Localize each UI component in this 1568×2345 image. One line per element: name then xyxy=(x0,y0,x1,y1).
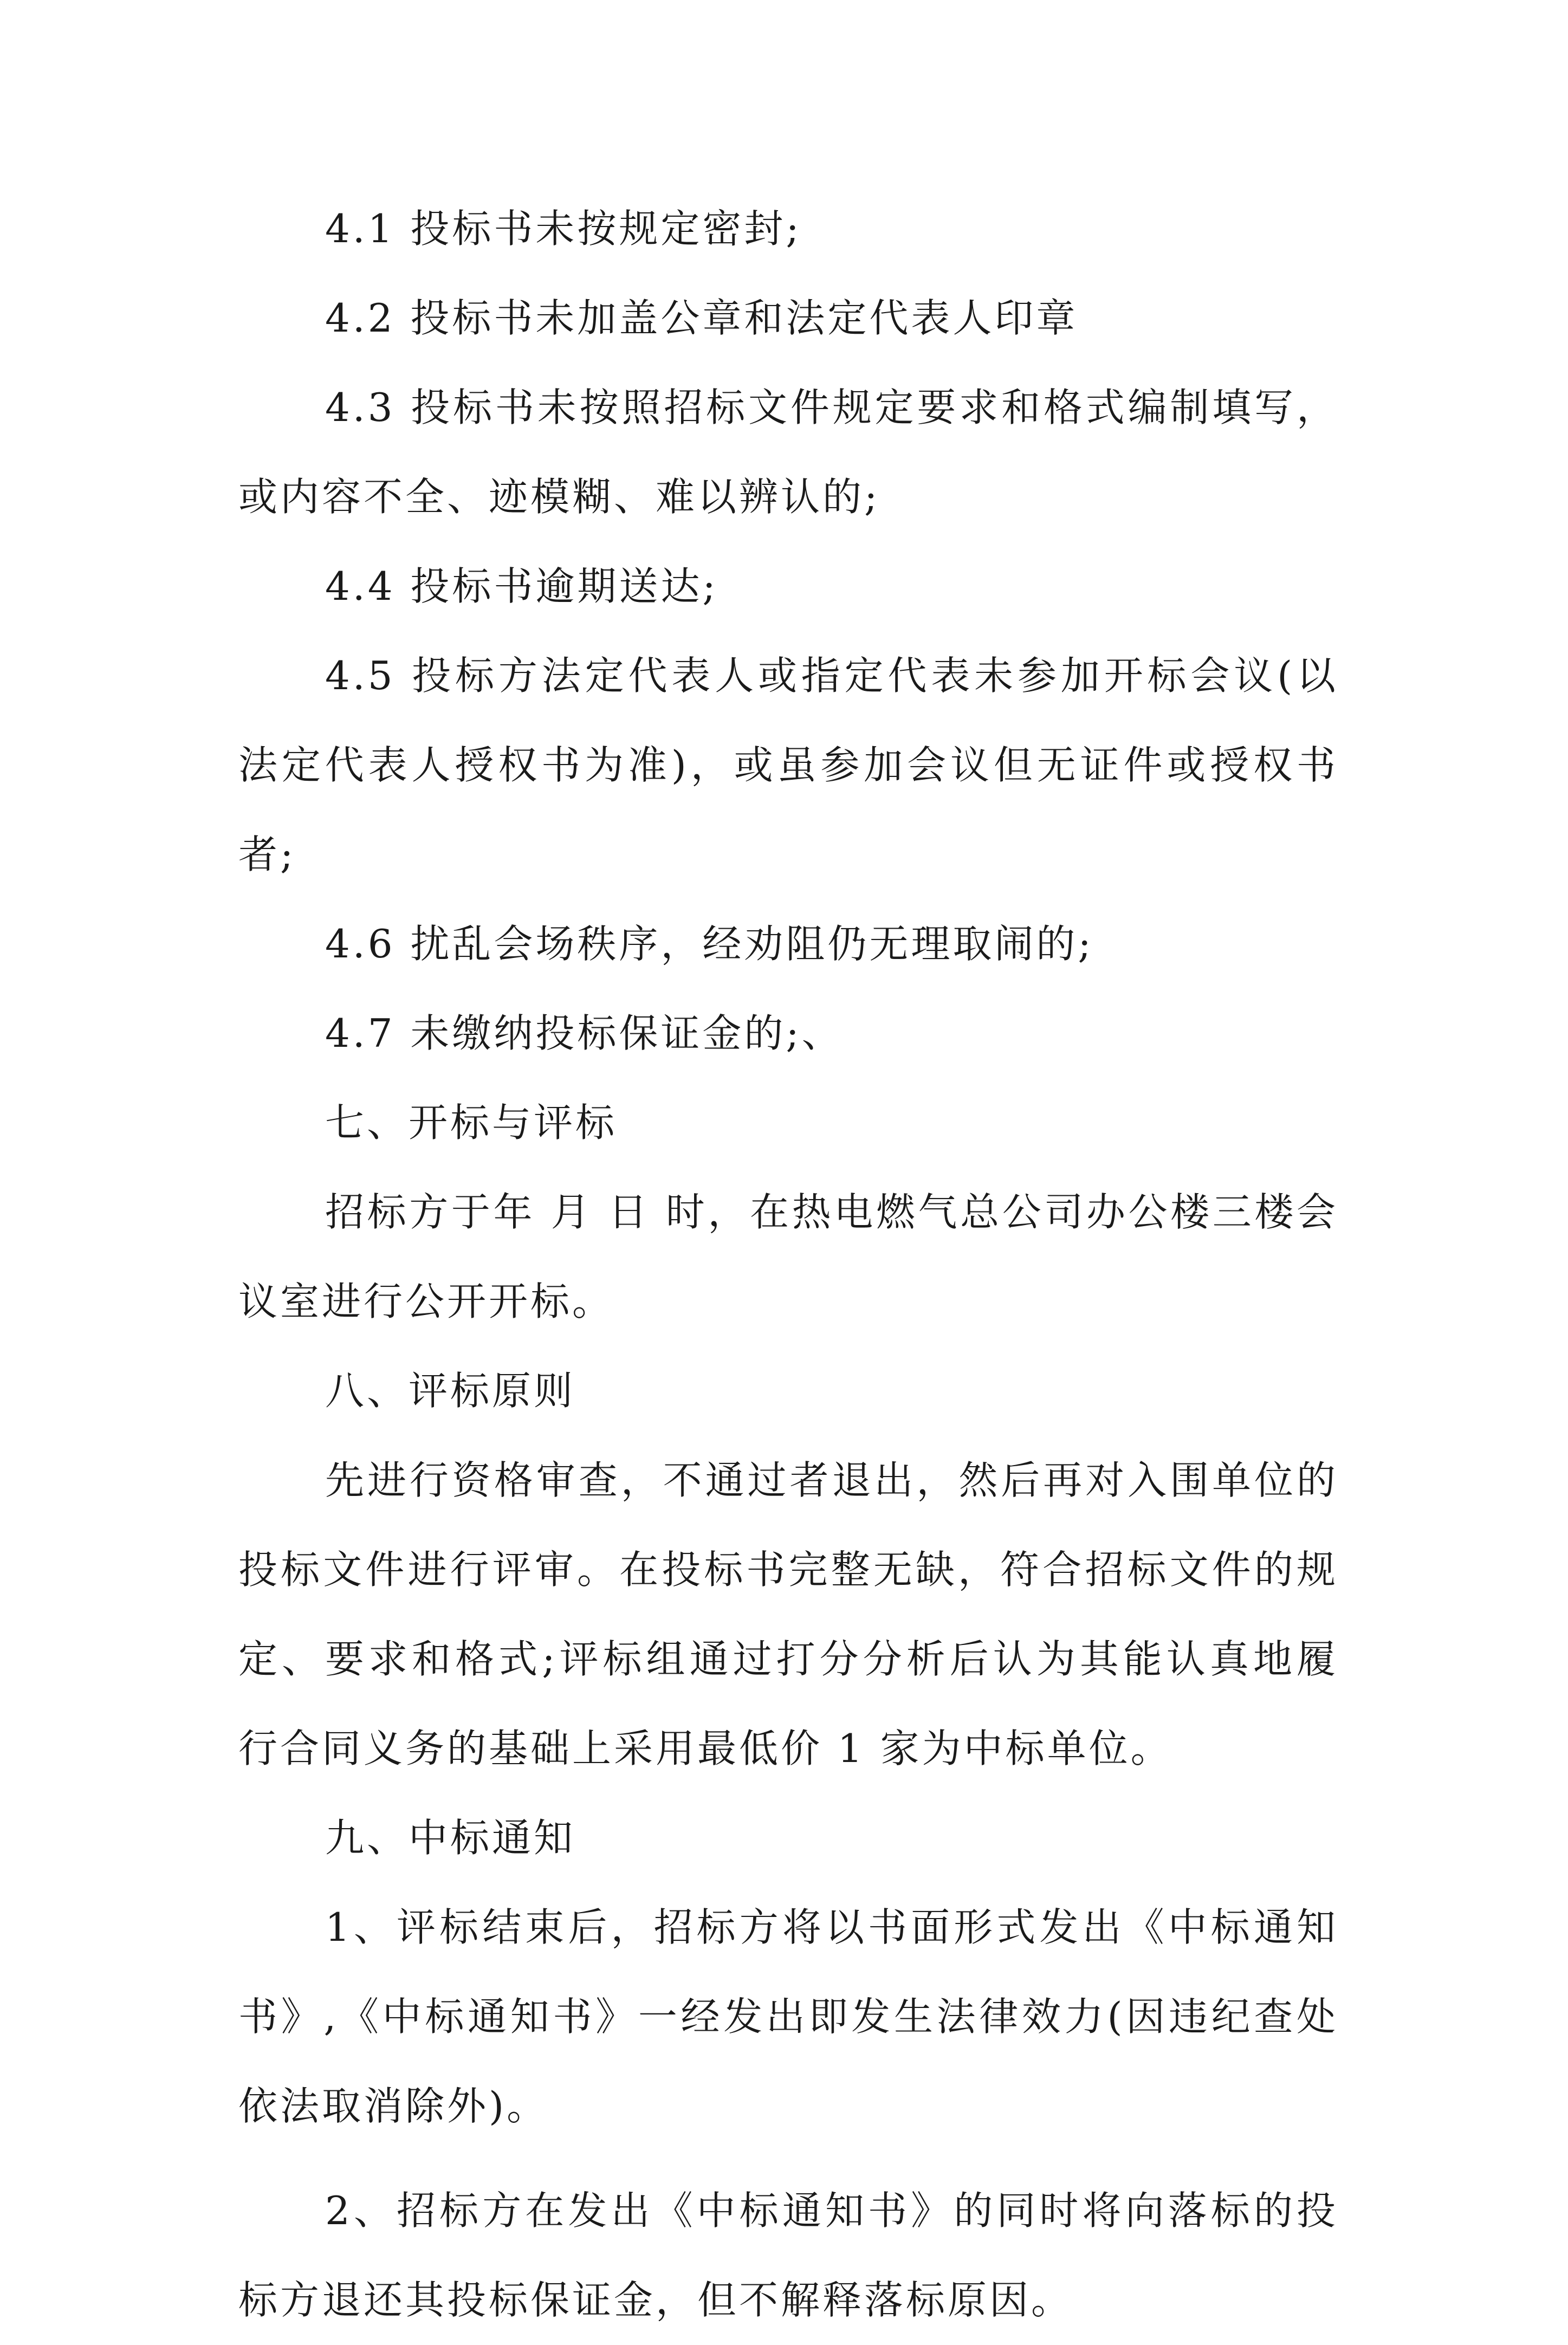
clause-4-5: 4.5 投标方法定代表人或指定代表未参加开标会议(以法定代表人授权书为准)，或虽参加会议但无证件或授权书者; xyxy=(238,653,1338,877)
evaluation-principle-text: 先进行资格审查，不通过者退出，然后再对入围单位的投标文件进行评审。在投标书完整无缺，符合招标文件的规定、要求和格式;评标组通过打分分析后认为其能认真地履行合同义务的基础上采用最低价 1 家为中标单位。 xyxy=(238,1457,1338,1771)
clause-4-1: 4.1 投标书未按规定密封; xyxy=(325,206,802,251)
clause-4-2: 4.2 投标书未加盖公章和法定代表人印章 xyxy=(325,295,1078,341)
award-notice-item-1: 1、评标结束后，招标方将以书面形式发出《中标通知书》,《中标通知书》一经发出即发生法律效力(因违纪查处依法取消除外)。 xyxy=(238,1904,1338,2129)
award-notice-item-2: 2、招标方在发出《中标通知书》的同时将向落标的投标方退还其投标保证金，但不解释落标原因。 xyxy=(238,2188,1338,2323)
bid-opening-text: 招标方于年 月 日 时，在热电燃气总公司办公楼三楼会议室进行公开开标。 xyxy=(238,1189,1338,1324)
document-page xyxy=(238,184,1338,2345)
clause-4-4: 4.4 投标书逾期送达; xyxy=(325,563,718,609)
section-heading-9: 九、中标通知 xyxy=(325,1815,576,1861)
clause-4-6: 4.6 扰乱会场秩序，经劝阻仍无理取闹的; xyxy=(325,921,1094,967)
clause-4-7: 4.7 未缴纳投标保证金的;、 xyxy=(325,1010,844,1056)
clause-4-3: 4.3 投标书未按照招标文件规定要求和格式编制填写，或内容不全、迹模糊、难以辨认的; xyxy=(238,385,1338,520)
section-heading-7: 七、开标与评标 xyxy=(325,1100,618,1145)
section-heading-8: 八、评标原则 xyxy=(325,1368,576,1414)
